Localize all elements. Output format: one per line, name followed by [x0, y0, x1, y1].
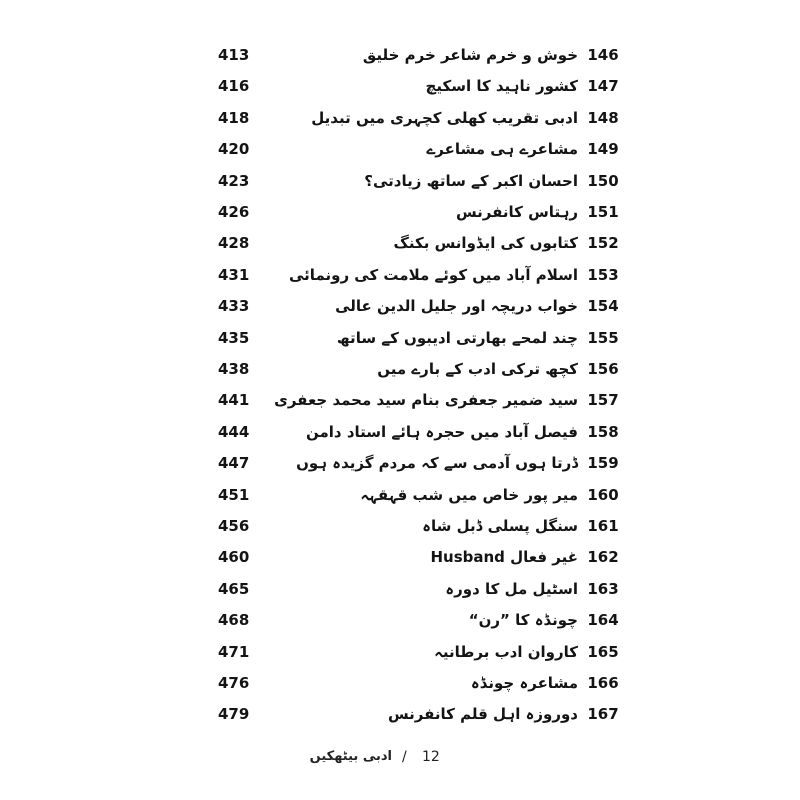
toc-entry-page: 431 — [218, 265, 250, 284]
toc-entry-title: کشور ناہید کا اسکیچ — [425, 77, 578, 96]
toc-entry-title: مشاعرہ چونڈہ — [470, 674, 578, 692]
toc-entry-number: 164 — [587, 611, 619, 630]
toc-entry-number: 156 — [587, 360, 619, 378]
toc-entry-title: فیصل آباد میں حجرہ ہائے استاد دامن — [305, 422, 578, 441]
toc-entry-page: 433 — [218, 297, 250, 316]
footer-page-number: 12 — [422, 749, 440, 765]
toc-entry-page: 451 — [218, 485, 250, 504]
toc-entry — [0, 542, 800, 572]
toc-entry-title: ڈرتا ہوں آدمی سے کہ مردم گزیدہ ہوں — [296, 454, 578, 473]
toc-entry-title: خوش و خرم شاعر خرم خلیق — [362, 46, 578, 64]
toc-entry-title: خواب دریچہ اور جلیل الدین عالی — [335, 297, 578, 316]
toc-entry-title: مشاعرے ہی مشاعرے — [426, 140, 578, 159]
toc-entry-title: سید ضمیر جعفری بنام سید محمد جعفری — [274, 391, 578, 410]
toc-entry-title: چند لمحے بھارتی ادیبوں کے ساتھ — [336, 328, 578, 347]
toc-entry-number: 161 — [587, 517, 619, 535]
toc-entry-title: ادبی تقریب کھلی کچہری میں تبدیل — [311, 108, 578, 127]
toc-entry-title: کچھ ترکی ادب کے بارے میں — [377, 360, 578, 378]
toc-entry-page: 456 — [218, 517, 250, 535]
toc-entry-number: 162 — [587, 548, 619, 567]
toc-entry-page: 413 — [218, 46, 250, 64]
toc-entry-number: 165 — [587, 642, 619, 661]
toc-entry — [0, 574, 800, 604]
toc-entry — [0, 40, 800, 70]
toc-entry-page: 416 — [218, 77, 250, 96]
toc-entry-title: احسان اکبر کے ساتھ زیادتی؟ — [364, 171, 578, 190]
toc-entry-number: 160 — [587, 485, 619, 504]
toc-entry-page: 428 — [218, 234, 250, 253]
footer-separator: / — [402, 749, 407, 765]
toc-entry-page: 471 — [218, 642, 250, 661]
toc-entry-page: 435 — [218, 328, 250, 347]
toc-entry-page: 426 — [218, 203, 250, 221]
toc-entry-page: 423 — [218, 171, 250, 190]
toc-entry-number: 150 — [587, 171, 619, 190]
page-footer — [300, 743, 470, 771]
toc-entry-number: 149 — [587, 140, 619, 159]
toc-entry-title: چونڈہ کا ”رن“ — [468, 611, 578, 630]
toc-entry-number: 158 — [587, 422, 619, 441]
toc-entry — [0, 448, 800, 478]
toc-entry-number: 163 — [587, 579, 619, 598]
toc-entry — [0, 291, 800, 321]
toc-entry-page: 418 — [218, 108, 250, 127]
toc-entry-page: 465 — [218, 579, 250, 598]
toc-entry-title: رہتاس کانفرنس — [455, 203, 578, 221]
toc-entry — [0, 417, 800, 447]
toc-entry-number: 146 — [587, 46, 619, 64]
toc-entry — [0, 197, 800, 227]
toc-entry-number: 155 — [587, 328, 619, 347]
footer-book-title: ادبی بیٹھکیں — [309, 749, 392, 764]
toc-entry-page: 447 — [218, 454, 250, 473]
toc-entry-title: میر پور خاص میں شب قہقہہ — [360, 485, 578, 504]
toc-entry — [0, 103, 800, 133]
toc-entry — [0, 71, 800, 101]
toc-entry — [0, 699, 800, 729]
toc-entry — [0, 323, 800, 353]
toc-entry-title: غیر فعال Husband — [430, 548, 578, 567]
toc-entry — [0, 637, 800, 667]
toc-entry — [0, 166, 800, 196]
toc-entry-number: 167 — [587, 705, 619, 724]
toc-entry-title: کتابوں کی ایڈوانس بکنگ — [393, 234, 578, 253]
toc-entry — [0, 605, 800, 635]
toc-entry-number: 157 — [587, 391, 619, 410]
toc-entry — [0, 354, 800, 384]
toc-entry-title: اسٹیل مل کا دورہ — [445, 579, 578, 598]
toc-entry-page: 479 — [218, 705, 250, 724]
toc-entry-title: دوروزہ اہل قلم کانفرنس — [387, 705, 578, 724]
toc-entry-number: 154 — [587, 297, 619, 316]
toc-entry-page: 420 — [218, 140, 250, 159]
toc-entry — [0, 668, 800, 698]
toc-entry-page: 468 — [218, 611, 250, 630]
toc-entry-title: اسلام آباد میں کوئے ملامت کی رونمائی — [289, 265, 578, 284]
toc-entry-number: 151 — [587, 203, 619, 221]
toc-entry-number: 153 — [587, 265, 619, 284]
toc-entry — [0, 134, 800, 164]
toc-entry-page: 476 — [218, 674, 250, 692]
toc-entry — [0, 260, 800, 290]
toc-entry — [0, 385, 800, 415]
toc-entry-number: 147 — [587, 77, 619, 96]
toc-entry-number: 152 — [587, 234, 619, 253]
toc-entry — [0, 511, 800, 541]
toc-entry-page: 441 — [218, 391, 250, 410]
toc-entry-title: کاروان ادب برطانیہ — [434, 642, 578, 661]
toc-entry — [0, 480, 800, 510]
toc-entry-page: 444 — [218, 422, 250, 441]
toc-entry-page: 438 — [218, 360, 250, 378]
toc-entry-number: 148 — [587, 108, 619, 127]
toc-entry-number: 166 — [587, 674, 619, 692]
toc-entry-title: سنگل پسلی ڈبل شاہ — [422, 517, 578, 535]
toc-entry-page: 460 — [218, 548, 250, 567]
toc-entry-number: 159 — [587, 454, 619, 473]
toc-entry — [0, 228, 800, 258]
